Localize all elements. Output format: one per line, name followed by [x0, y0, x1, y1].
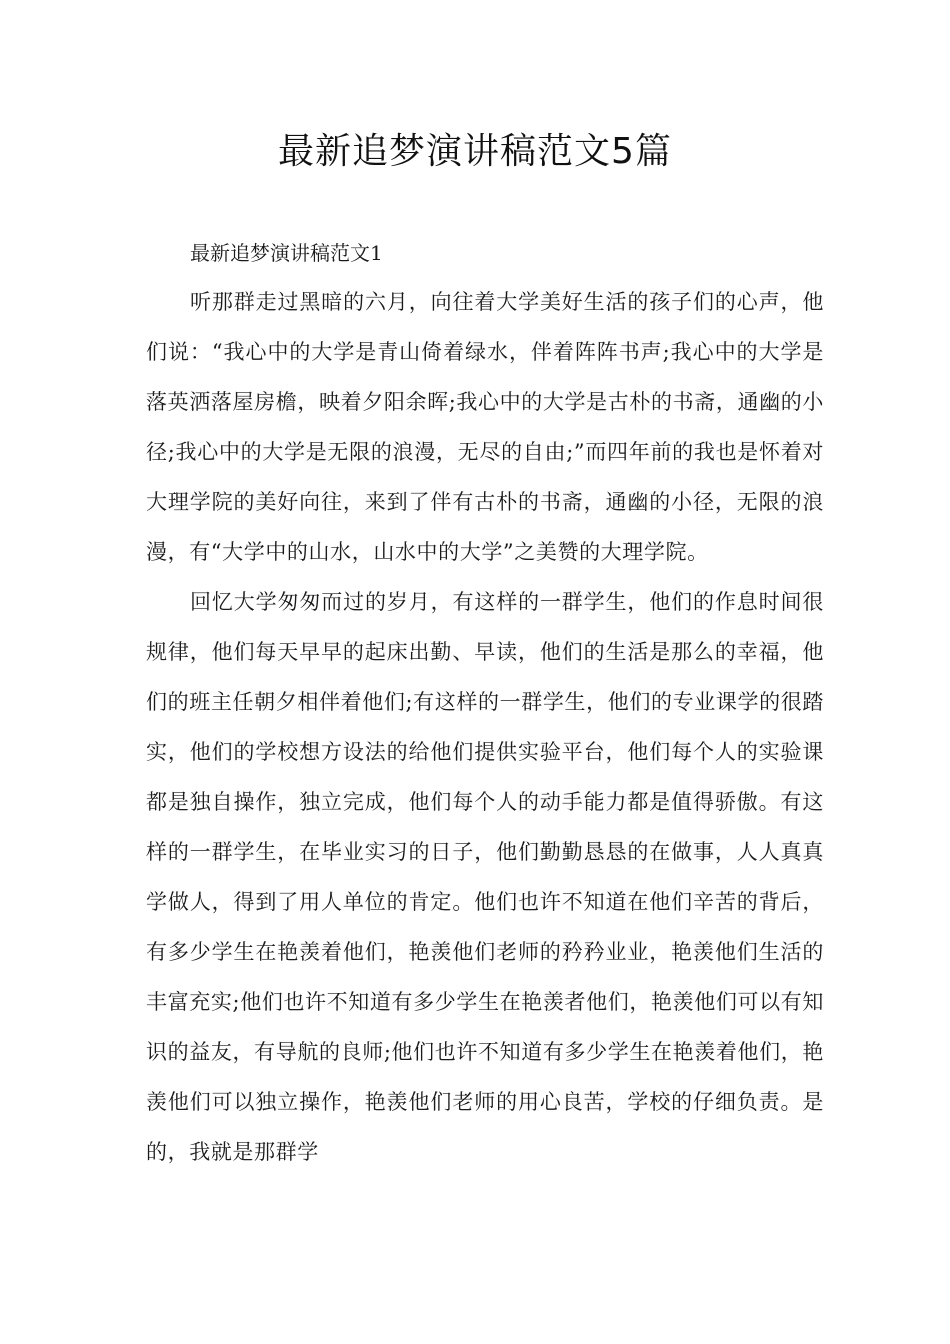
paragraph-2: 回忆大学匆匆而过的岁月，有这样的一群学生，他们的作息时间很规律，他们每天早早的起床出勤、早读，他们的生活是那么的幸福，他们的班主任朝夕相伴着他们;有这样的一群学生，他们的专业课学的很踏实，他们的学校想方设法的给他们提供实验平台，他们每个人的实验课都是独自操作，独立完成，他们每个人的动手能力都是值得骄傲。有这样的一群学生，在毕业实习的日子，他们勤勤恳恳的在做事，人人真真学做人，得到了用人单位的肯定。他们也许不知道在他们辛苦的背后，有多少学生在艳羡着他们，艳羡他们老师的矜矜业业，艳羡他们生活的丰富充实;他们也许不知道有多少学生在艳羡者他们，艳羡他们可以有知识的益友，有导航的良师;他们也许不知道有多少学生在艳羡着他们，艳羡他们可以独立操作，艳羡他们老师的用心良苦，学校的仔细负责。是的，我就是那群学 — [146, 590, 824, 1164]
paragraph-1: 听那群走过黑暗的六月，向往着大学美好生活的孩子们的心声，他们说：“我心中的大学是青山倚着绿水，伴着阵阵书声;我心中的大学是落英洒落屋房檐，映着夕阳余晖;我心中的大学是古朴的书斋，通幽的小径;我心中的大学是无限的浪漫，无尽的自由;”而四年前的我也是怀着对大理学院的美好向往，来到了伴有古朴的书斋，通幽的小径，无限的浪漫，有“大学中的山水，山水中的大学”之美赞的大理学院。 — [146, 290, 824, 564]
document-title: 最新追梦演讲稿范文5篇 — [278, 131, 672, 172]
section-heading: 最新追梦演讲稿范文1 — [190, 241, 383, 265]
document-body — [146, 233, 824, 1177]
